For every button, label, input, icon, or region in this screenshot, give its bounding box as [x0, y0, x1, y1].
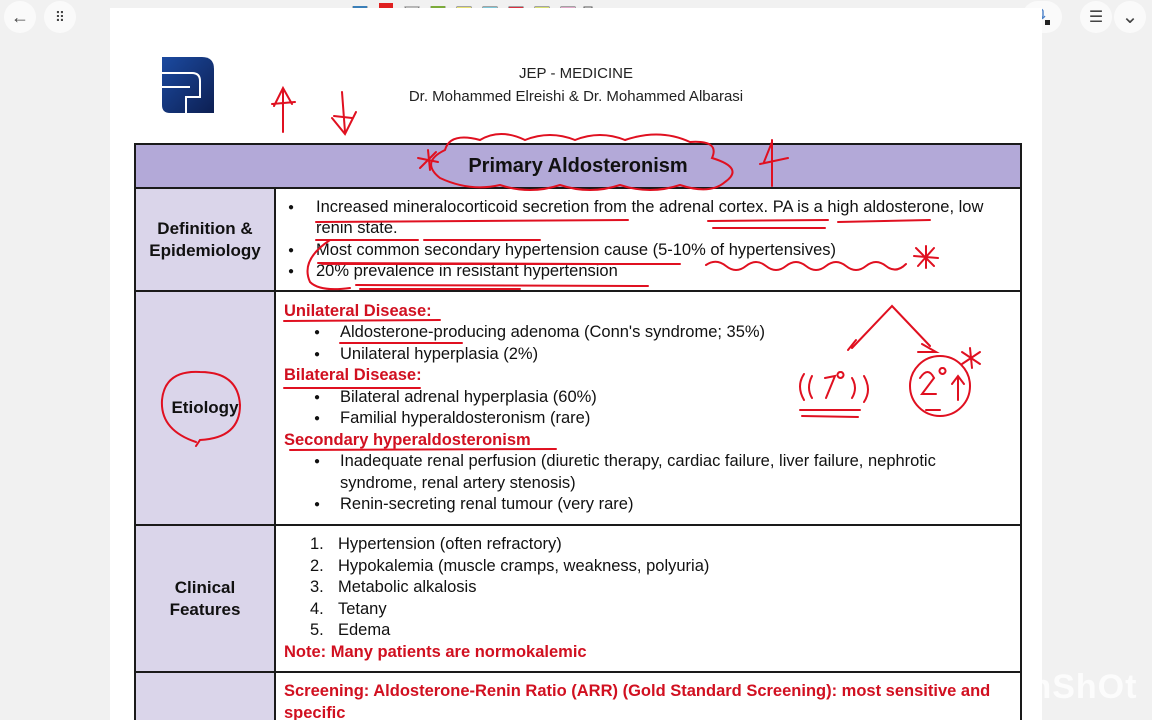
numbered-item: 4. Tetany [310, 599, 387, 618]
numbered-item: 5. Edema [310, 621, 391, 639]
row-label-definition: Definition & Epidemiology [135, 188, 275, 291]
list-collapse-icon: ☰ [1088, 9, 1104, 26]
diagnosis-content [275, 672, 1021, 720]
bullet-item: ● Increased mineralocorticoid secretion from the adrenal cortex. PA is a high aldosterone, low renin state. [284, 197, 1010, 240]
apps-button[interactable] [44, 1, 76, 33]
clinical-content [275, 525, 1021, 672]
authors-line: Dr. Mohammed Elreishi & Dr. Mohammed Albarasi [408, 88, 744, 105]
row-label-diagnosis [135, 672, 275, 720]
page-list-button[interactable] [1080, 1, 1112, 33]
group-heading: Unilateral Disease: [284, 301, 432, 320]
bullet-item: ● Renin-secreting renal tumour (very rare) [284, 494, 940, 516]
document-page [110, 8, 1042, 720]
screening-text: : Aldosterone-Renin Ratio (ARR) (Gold Standard Screening): most sensitive and specific [284, 682, 991, 720]
summary-table [134, 143, 1022, 720]
numbered-item: 1. Hypertension (often refractory) [310, 535, 562, 553]
row-label-clinical [135, 525, 275, 672]
bullet-item: ● Familial hyperaldosteronism (rare) [284, 408, 1010, 430]
grid-dots-icon: ⠿ [54, 8, 66, 25]
label-text: Clinical Features [169, 577, 241, 619]
bullet-item: ● Bilateral adrenal hyperplasia (60%) [284, 387, 1010, 409]
bullet-item: ● Unilateral hyperplasia (2%) [284, 344, 1010, 366]
bullet-item: ● Inadequate renal perfusion (diuretic therapy, cardiac failure, liver failure, nephrotic syndrome, renal artery stenosis) [284, 451, 940, 494]
table-title: Primary Aldosteronism [135, 144, 1021, 188]
back-arrow-icon: ← [11, 6, 29, 27]
definition-content [275, 188, 1021, 291]
screening-label: Screening [284, 682, 364, 700]
back-button[interactable] [4, 1, 36, 33]
bullet-item: ● Aldosterone-producing adenoma (Conn's syndrome; 35%) [284, 322, 1010, 344]
group-heading: Bilateral Disease: [284, 366, 422, 384]
numbered-item: 2. Hypokalemia (muscle cramps, weakness, polyuria) [310, 556, 710, 575]
numbered-item: 3. Metabolic alkalosis [310, 578, 477, 596]
video-watermark: InShOt [1020, 668, 1138, 706]
bullet-item: ● Most common secondary hypertension cause (5-10% of hypertensives) [284, 240, 1010, 262]
clinical-note: Note: Many patients are normokalemic [284, 642, 587, 661]
group-heading: Secondary hyperaldosteronism [284, 430, 531, 449]
row-label-etiology: Etiology [135, 291, 275, 525]
bullet-item: ● 20% prevalence in resistant hypertension [284, 261, 1010, 283]
course-title: JEP - MEDICINE [519, 65, 633, 82]
collapse-toolbar-button[interactable] [1114, 1, 1146, 33]
chevron-down-icon: ⌄ [1121, 6, 1139, 28]
etiology-content [275, 291, 1021, 525]
